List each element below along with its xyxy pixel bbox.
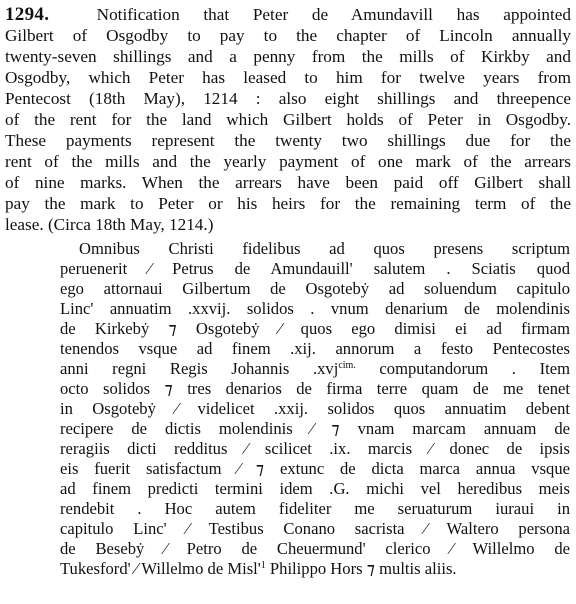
charter-line: capitulo Linc' ⁄ Testibus Conano sacrista ⁄ Waltero persona [60, 519, 570, 538]
charter-line: in Osgotebẏ ⁄ videlicet .xxij. solidos quos annuatim debent [60, 399, 570, 418]
summary-line: of nine marks. When the arrears have been paid off Gilbert shall [5, 173, 571, 192]
charter-line: Omnibus Christi fidelibus ad quos presens scriptum [79, 239, 570, 258]
charter-line: peruenerit ⁄ Petrus de Amundauill' salutem . Sciatis quod [60, 259, 570, 278]
charter-line: rendebit . Hoc autem fideliter me seruaturum iuraui in [60, 499, 570, 518]
summary-line: Pentecost (18th May), 1214 : also eight shillings and threepence [5, 89, 571, 108]
charter-line: de Kirkebẏ ⁊ Osgotebẏ ⁄ quos ego dimisi ei ad firmam [60, 319, 570, 338]
charter-line: reragiis dicti redditus ⁄ scilicet .ix. marcis ⁄ donec de ipsis [60, 439, 570, 458]
entry-number: 1294. [5, 4, 50, 25]
charter-line: ego attornaui Gilbertum de Osgotebẏ ad soluendum capitulo [60, 279, 570, 298]
charter-line: de Besebẏ ⁄ Petro de Cheuermund' clerico ⁄ Willelmo de [60, 539, 570, 558]
summary-line: These payments represent the twenty two shillings due for the [5, 131, 571, 150]
charter-line: anni regni Regis Johannis .xvj$^{cim.}$ computandorum . Item [60, 359, 570, 378]
charter-line: eis fuerit satisfactum ⁄ ⁊ extunc de dicta marca annua vsque [60, 459, 570, 478]
charter-line: Linc' annuatim .xxvij. solidos . vnum denarium de molendinis [60, 299, 570, 318]
charter-line: recipere de dictis molendinis ⁄ ⁊ vnam marcam annuam de [60, 419, 570, 438]
footnote-marker: 1 [260, 560, 266, 571]
summary-line: pay the mark to Peter or his heirs for the remaining term of the [5, 194, 571, 213]
charter-line: octo solidos ⁊ tres denarios de firma terre quam de me tenet [60, 379, 570, 398]
charter-line: Tukesford' ⁄ Willelmo de $Misl'^1$ Philippo Hors ⁊ multis aliis. [60, 559, 457, 578]
summary-line: Gilbert of Osgodby to pay to the chapter of Lincoln annually [5, 26, 571, 45]
superscript-abbreviation: cim. [338, 360, 356, 371]
charter-line: ad finem predicti termini idem .G. michi vel heredibus meis [60, 479, 570, 498]
charter-line: tenendos vsque ad finem .xij. annorum a festo Pentecostes [60, 339, 570, 358]
summary-line: Osgodby, which Peter has leased to him for twelve years from [5, 68, 571, 87]
summary-line: twenty-seven shillings and a penny from the mills of Kirkby and [5, 47, 571, 66]
summary-line: rent of the mills and the yearly payment of one mark of the arrears [5, 152, 571, 171]
summary-line: 1294. Notification that Peter de Amundavill has appointed [5, 4, 572, 25]
summary-line-date: lease. (Circa 18th May, 1214.) [5, 215, 214, 234]
summary-line: of the rent for the land which Gilbert holds of Peter in Osgodby. [5, 110, 571, 129]
